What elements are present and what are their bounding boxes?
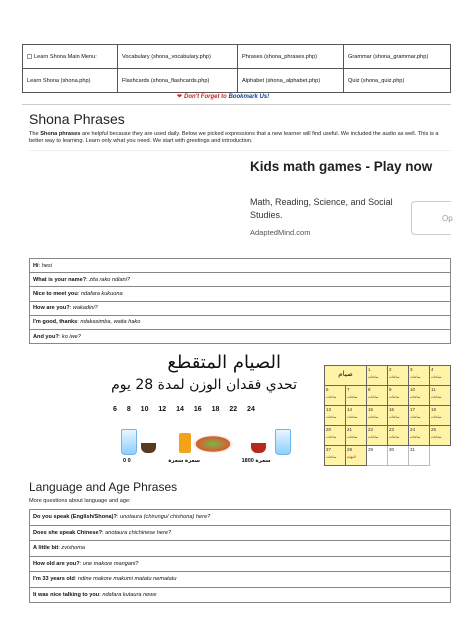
calendar-cell-label: ساعات bbox=[389, 435, 400, 439]
calendar-day-number: 16 bbox=[389, 407, 395, 412]
section-title-language-age: Language and Age Phrases bbox=[29, 480, 178, 494]
calendar-day-cell bbox=[367, 446, 388, 466]
calendar-day-number: 15 bbox=[368, 407, 374, 412]
calendar-day-cell bbox=[367, 426, 388, 446]
fasting-title: الصيام المتقطع bbox=[167, 352, 281, 373]
bookmark-banner[interactable]: ❤ Don't Forget to Bookmark Us! bbox=[177, 94, 270, 100]
calendar-cell-label: ساعات bbox=[410, 435, 421, 439]
shona-phrase: wakadini? bbox=[72, 305, 98, 312]
menu-link-learn-shona[interactable]: Learn Shona (shona.php) bbox=[23, 69, 118, 93]
calendar-cell-label: ساعات bbox=[326, 395, 337, 399]
calendar-day-cell bbox=[409, 366, 430, 386]
shona-phrase: unotaura (chirungu/ chishona) here? bbox=[120, 514, 211, 521]
phrase-row bbox=[30, 525, 451, 541]
calendar-cell-label: ساعات bbox=[389, 415, 400, 419]
language-age-phrase-table bbox=[29, 509, 451, 603]
calendar-day-number: 11 bbox=[431, 387, 436, 392]
calendar-day-cell bbox=[325, 426, 346, 446]
calendar-day-cell bbox=[367, 366, 388, 386]
calendar-day-number: 9 bbox=[389, 387, 392, 392]
fasting-calendar bbox=[324, 365, 451, 466]
calendar-cell-label: ساعات bbox=[326, 435, 337, 439]
greetings-phrase-table bbox=[29, 258, 451, 344]
calendar-cell-label: ساعات bbox=[389, 395, 400, 399]
calendar-day-cell bbox=[430, 406, 451, 426]
phrase-row bbox=[30, 301, 451, 315]
calendar-cell-label: ساعات bbox=[368, 435, 379, 439]
calendar-cell-label: ساعات bbox=[431, 395, 442, 399]
intro-paragraph: The Shona phrases are helpful because they are used daily. Below we picked expressions that a new learner will find useful. We included the audio as well. This is a better way to learning. Learn only what you need. We start with greetings and introduction. bbox=[29, 131, 439, 145]
calendar-cell-label: ساعات bbox=[410, 415, 421, 419]
shona-phrase: ndakasimba, waita hako bbox=[80, 319, 141, 326]
phrase-cell[interactable]: A little bit: zvishoma bbox=[30, 541, 451, 557]
juice-glass-icon bbox=[179, 433, 191, 453]
phrase-cell[interactable]: I'm good, thanks: ndakasimba, waita hako bbox=[30, 315, 451, 329]
english-phrase: Nice to meet you bbox=[33, 290, 78, 297]
food-illustration bbox=[119, 423, 299, 457]
calendar-cell-label: ساعات bbox=[368, 395, 379, 399]
calendar-day-cell bbox=[409, 426, 430, 446]
ad-title[interactable]: Kids math games - Play now bbox=[250, 159, 433, 174]
ad-description: Math, Reading, Science, and Social Studies. bbox=[250, 197, 393, 220]
calendar-cell-label: ساعات bbox=[410, 375, 421, 379]
calendar-day-cell bbox=[346, 386, 367, 406]
coffee-cup-icon bbox=[141, 443, 156, 453]
shona-phrase: hesi bbox=[41, 262, 52, 269]
calendar-day-number: 29 bbox=[368, 447, 374, 452]
phrase-cell[interactable]: Nice to meet you: ndafara kukuona bbox=[30, 287, 451, 301]
menu-link-grammar[interactable]: Grammar (shona_grammar.php) bbox=[344, 45, 451, 69]
calendar-day-cell bbox=[388, 426, 409, 446]
calendar-day-cell bbox=[430, 366, 451, 386]
calendar-day-number: 31 bbox=[410, 447, 416, 452]
calendar-day-cell bbox=[430, 426, 451, 446]
menu-row bbox=[23, 69, 451, 93]
calendar-day-number: 24 bbox=[410, 427, 416, 432]
phrase-row bbox=[30, 556, 451, 572]
phrase-cell[interactable]: What is your name?: zita rako ndiani? bbox=[30, 273, 451, 287]
english-phrase: I'm 33 years old bbox=[33, 576, 75, 583]
heart-icon: ❤ bbox=[177, 94, 183, 100]
calendar-day-cell bbox=[388, 406, 409, 426]
phrase-row bbox=[30, 315, 451, 329]
calendar-day-number: 6 bbox=[326, 387, 329, 392]
water-glass-icon bbox=[121, 429, 137, 455]
calendar-cell-label: ساعات bbox=[368, 375, 379, 379]
calendar-day-number: 21 bbox=[347, 427, 353, 432]
phrase-row bbox=[30, 273, 451, 287]
shona-phrase: zvishoma bbox=[61, 545, 86, 552]
calendar-day-number: 3 bbox=[410, 367, 413, 372]
calendar-day-cell bbox=[367, 386, 388, 406]
calendar-header: صيام bbox=[325, 366, 367, 386]
ad-open-button[interactable]: Op bbox=[411, 201, 451, 235]
calendar-day-cell bbox=[409, 446, 430, 466]
calendar-day-number: 27 bbox=[326, 447, 332, 452]
phrase-row bbox=[30, 510, 451, 526]
shona-phrase: ndafara kutaura newe bbox=[102, 591, 157, 598]
calendar-cell-label: ساعات bbox=[410, 395, 421, 399]
phrase-row bbox=[30, 587, 451, 603]
shona-phrase: ndine makore makumi matatu nematatu bbox=[77, 576, 177, 583]
fasting-challenge-image bbox=[103, 350, 317, 467]
calendar-day-cell bbox=[346, 426, 367, 446]
calendar-day-number: 10 bbox=[410, 387, 416, 392]
calendar-day-number: 1 bbox=[368, 367, 371, 372]
english-phrase: A little bit bbox=[33, 545, 59, 552]
phrase-cell[interactable]: Do you speak (English/Shona)?: unotaura (chirungu/ chishona) here? bbox=[30, 510, 451, 526]
broken-image-icon bbox=[27, 54, 32, 59]
phrase-cell[interactable]: How old are you?: une makore mangani? bbox=[30, 556, 451, 572]
calendar-day-cell bbox=[430, 386, 451, 406]
calendar-day-number: 7 bbox=[347, 387, 350, 392]
phrase-cell[interactable]: And you?: ko iwe? bbox=[30, 329, 451, 343]
menu-link-quiz[interactable]: Quiz (shona_quiz.php) bbox=[344, 69, 451, 93]
shona-phrase: zita rako ndiani? bbox=[89, 276, 131, 283]
calendar-cell-label: ساعات bbox=[431, 415, 442, 419]
calendar-cell-label: ساعات bbox=[326, 455, 337, 459]
menu-row bbox=[23, 45, 451, 69]
calendar-day-cell bbox=[325, 446, 346, 466]
menu-link-vocabulary[interactable]: Vocabulary (shona_vocabulary.php) bbox=[118, 45, 238, 69]
calendar-day-number: 2 bbox=[389, 367, 392, 372]
calendar-day-number: 23 bbox=[389, 427, 395, 432]
phrase-cell[interactable]: How are you?: wakadini? bbox=[30, 301, 451, 315]
calendar-day-number: 30 bbox=[389, 447, 395, 452]
english-phrase: It was nice talking to you bbox=[33, 591, 100, 598]
calendar-day-cell bbox=[409, 386, 430, 406]
phrase-cell[interactable]: It was nice talking to you: ndafara kutaura newe bbox=[30, 587, 451, 603]
page-title: Shona Phrases bbox=[29, 111, 125, 127]
english-phrase: Does she speak Chinese? bbox=[33, 529, 103, 536]
phrase-row bbox=[30, 259, 451, 273]
phrase-row bbox=[30, 541, 451, 557]
calendar-day-number: 18 bbox=[431, 407, 437, 412]
english-phrase: I'm good, thanks bbox=[33, 319, 78, 326]
phrase-row bbox=[30, 287, 451, 301]
calendar-cell-label: ساعات bbox=[368, 415, 379, 419]
calendar-day-cell bbox=[409, 406, 430, 426]
calendar-day-number: 28 bbox=[347, 447, 353, 452]
calendar-day-cell bbox=[346, 406, 367, 426]
phrase-cell[interactable]: Hi: hesi bbox=[30, 259, 451, 273]
shona-phrase: une makore mangani? bbox=[82, 560, 139, 567]
menu-link-flashcards[interactable]: Flashcards (shona_flashcards.php) bbox=[118, 69, 238, 93]
divider bbox=[22, 104, 451, 105]
calendar-cell-label: ساعات bbox=[389, 375, 400, 379]
tea-cup-icon bbox=[251, 443, 266, 453]
phrase-cell[interactable]: Does she speak Chinese?: anotaura chichinese here? bbox=[30, 525, 451, 541]
phrase-row bbox=[30, 572, 451, 588]
menu-link-phrases[interactable]: Phrases (shona_phrases.php) bbox=[238, 45, 344, 69]
calendar-day-number: 13 bbox=[326, 407, 332, 412]
calendar-cell-label: ساعات bbox=[347, 435, 358, 439]
site-menu-table bbox=[22, 44, 451, 93]
shona-phrase: ndafara kukuona bbox=[80, 290, 123, 297]
calendar-day-cell bbox=[388, 366, 409, 386]
water-glass-icon bbox=[275, 429, 291, 455]
phrase-cell[interactable]: I'm 33 years old: ndine makore makumi matatu nematatu bbox=[30, 572, 451, 588]
calendar-day-number: 17 bbox=[410, 407, 416, 412]
calendar-cell-label: ساعات bbox=[431, 375, 442, 379]
english-phrase: How are you? bbox=[33, 305, 70, 312]
shona-phrase: anotaura chichinese here? bbox=[105, 529, 172, 536]
calendar-day-cell bbox=[388, 446, 409, 466]
calendar-day-cell bbox=[388, 386, 409, 406]
calendar-day-number: 22 bbox=[368, 427, 374, 432]
calendar-day-number: 25 bbox=[431, 427, 437, 432]
english-phrase: Hi bbox=[33, 262, 39, 269]
fasting-hours: 6 8 10 12 14 16 18 22 24 bbox=[113, 406, 255, 413]
calorie-labels: 0 سعرة 1800 سعرة سعرة 0 bbox=[123, 458, 271, 464]
menu-link-alphabet[interactable]: Alphabet (shona_alphabet.php) bbox=[238, 69, 344, 93]
calendar-day-number: 8 bbox=[368, 387, 371, 392]
calendar-day-cell bbox=[325, 406, 346, 426]
calendar-day-number: 14 bbox=[347, 407, 353, 412]
calendar-day-number: 20 bbox=[326, 427, 332, 432]
calendar-cell-label: ساعات bbox=[326, 415, 337, 419]
calendar-day-cell bbox=[367, 406, 388, 426]
calendar-day-cell bbox=[325, 386, 346, 406]
calendar-cell-label: ساعات bbox=[347, 415, 358, 419]
calendar-cell-label: النهاية bbox=[347, 455, 356, 459]
calendar-cell-label: ساعات bbox=[347, 395, 358, 399]
english-phrase: And you? bbox=[33, 333, 59, 340]
fasting-subtitle: تحدي فقدان الوزن لمدة 28 يوم bbox=[111, 377, 297, 393]
calendar-day-number: 4 bbox=[431, 367, 434, 372]
english-phrase: What is your name? bbox=[33, 276, 87, 283]
menu-heading: Learn Shona Main Menu: bbox=[23, 45, 118, 69]
english-phrase: How old are you? bbox=[33, 560, 80, 567]
shona-phrase: ko iwe? bbox=[61, 333, 81, 340]
phrase-row bbox=[30, 329, 451, 343]
english-phrase: Do you speak (English/Shona)? bbox=[33, 514, 117, 521]
section-subtitle: More questions about language and age: bbox=[29, 498, 131, 504]
ad-url[interactable]: AdaptedMind.com bbox=[250, 228, 311, 237]
calendar-cell-label: ساعات bbox=[431, 435, 442, 439]
salad-plate-icon bbox=[193, 435, 233, 453]
advertisement[interactable] bbox=[29, 150, 451, 254]
calendar-day-cell bbox=[346, 446, 367, 466]
